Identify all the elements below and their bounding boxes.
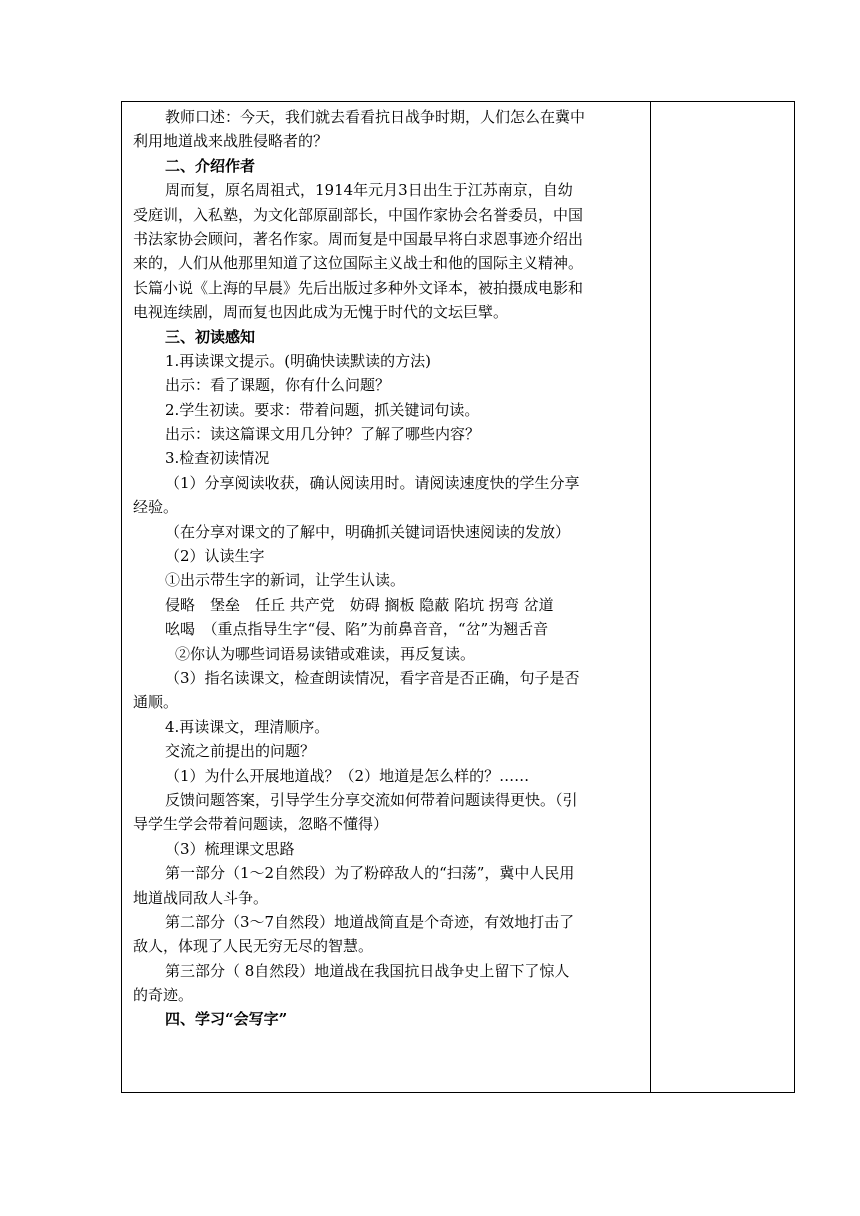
text-line: 地道战同敌人斗争。 [133,888,269,907]
text-line: 侵略 堡垒 任丘 共产党 妨碍 搁板 隐蔽 陷坑 拐弯 岔道 [165,595,554,614]
section-heading: 三、初读感知 [165,327,256,346]
text-line: （3）指名读课文，检查朗读情况，看字音是否正确，句子是否 [165,668,580,687]
section-heading: 四、学习“会写字” [165,1010,288,1029]
text-line: 出示：读这篇课文用几分钟？了解了哪些内容？ [165,425,481,444]
text-line: 出示：看了课题，你有什么问题？ [165,376,391,395]
lesson-content-cell [122,102,651,1092]
text-line: 长篇小说《上海的早晨》先后出版过多种外文译本，被拍摄成电影和 [133,278,584,297]
text-line: 通顺。 [133,693,179,712]
text-line: 周而复，原名周祖式，1914年元月3日出生于江苏南京，自幼 [165,181,573,200]
section-heading: 二、介绍作者 [165,156,256,175]
text-line: 的奇迹。 [133,986,194,1005]
text-line: 敌人，体现了人民无穷无尽的智慧。 [133,937,374,956]
notes-cell [651,102,794,1092]
text-line: 4.再读课文，理清顺序。 [165,717,330,736]
text-line: （3）梳理课文思路 [165,839,295,858]
text-line: 电视连续剧，周而复也因此成为无愧于时代的文坛巨擘。 [133,303,509,322]
text-line: （1）分享阅读收获，确认阅读用时。请阅读速度快的学生分享 [165,473,580,492]
text-line: 第二部分（3～7自然段）地道战简直是个奇迹，有效地打击了 [165,912,575,931]
text-line: 导学生学会带着问题读，忽略不懂得） [133,815,389,834]
text-line: ①出示带生字的新词，让学生认读。 [165,571,406,590]
text-line: 第一部分（1～2自然段）为了粉碎敌人的“扫荡”，冀中人民用 [165,864,575,883]
text-line: 受庭训，入私塾，为文化部原副部长，中国作家协会名誉委员，中国 [133,205,584,224]
text-line: （1）为什么开展地道战？（2）地道是怎么样的？…… [165,766,530,785]
text-line: 吆喝 （重点指导生字“侵、陷”为前鼻音音，“岔”为翘舌音 [165,620,549,639]
text-line: 教师口述：今天，我们就去看看抗日战争时期，人们怎么在冀中 [165,108,586,126]
text-line: 第三部分（ 8自然段）地道战在我国抗日战争史上留下了惊人 [165,961,570,980]
text-line: 利用地道战来战胜侵略者的？ [133,132,329,151]
text-line: 3.检查初读情况 [165,449,270,468]
text-line: 2.学生初读。要求：带着问题，抓关键词句读。 [165,400,480,419]
text-line: 反馈问题答案，引导学生分享交流如何带着问题读得更快。（引 [165,790,578,809]
text-line: 1.再读课文提示。(明确快读默读的方法) [165,351,432,370]
text-line: 经验。 [133,498,179,517]
lesson-plan-table [121,101,795,1093]
text-line: （2）认读生字 [165,547,265,566]
text-line: 来的，人们从他那里知道了这位国际主义战士和他的国际主义精神。 [133,254,584,273]
text-line: 书法家协会顾问，著名作家。周而复是中国最早将白求恩事迹介绍出 [133,229,584,248]
text-line: （在分享对课文的了解中，明确抓关键词语快速阅读的发放） [165,522,571,541]
text-line: 交流之前提出的问题？ [165,742,316,761]
text-line: ②你认为哪些词语易读错或难读，再反复读。 [175,644,476,663]
